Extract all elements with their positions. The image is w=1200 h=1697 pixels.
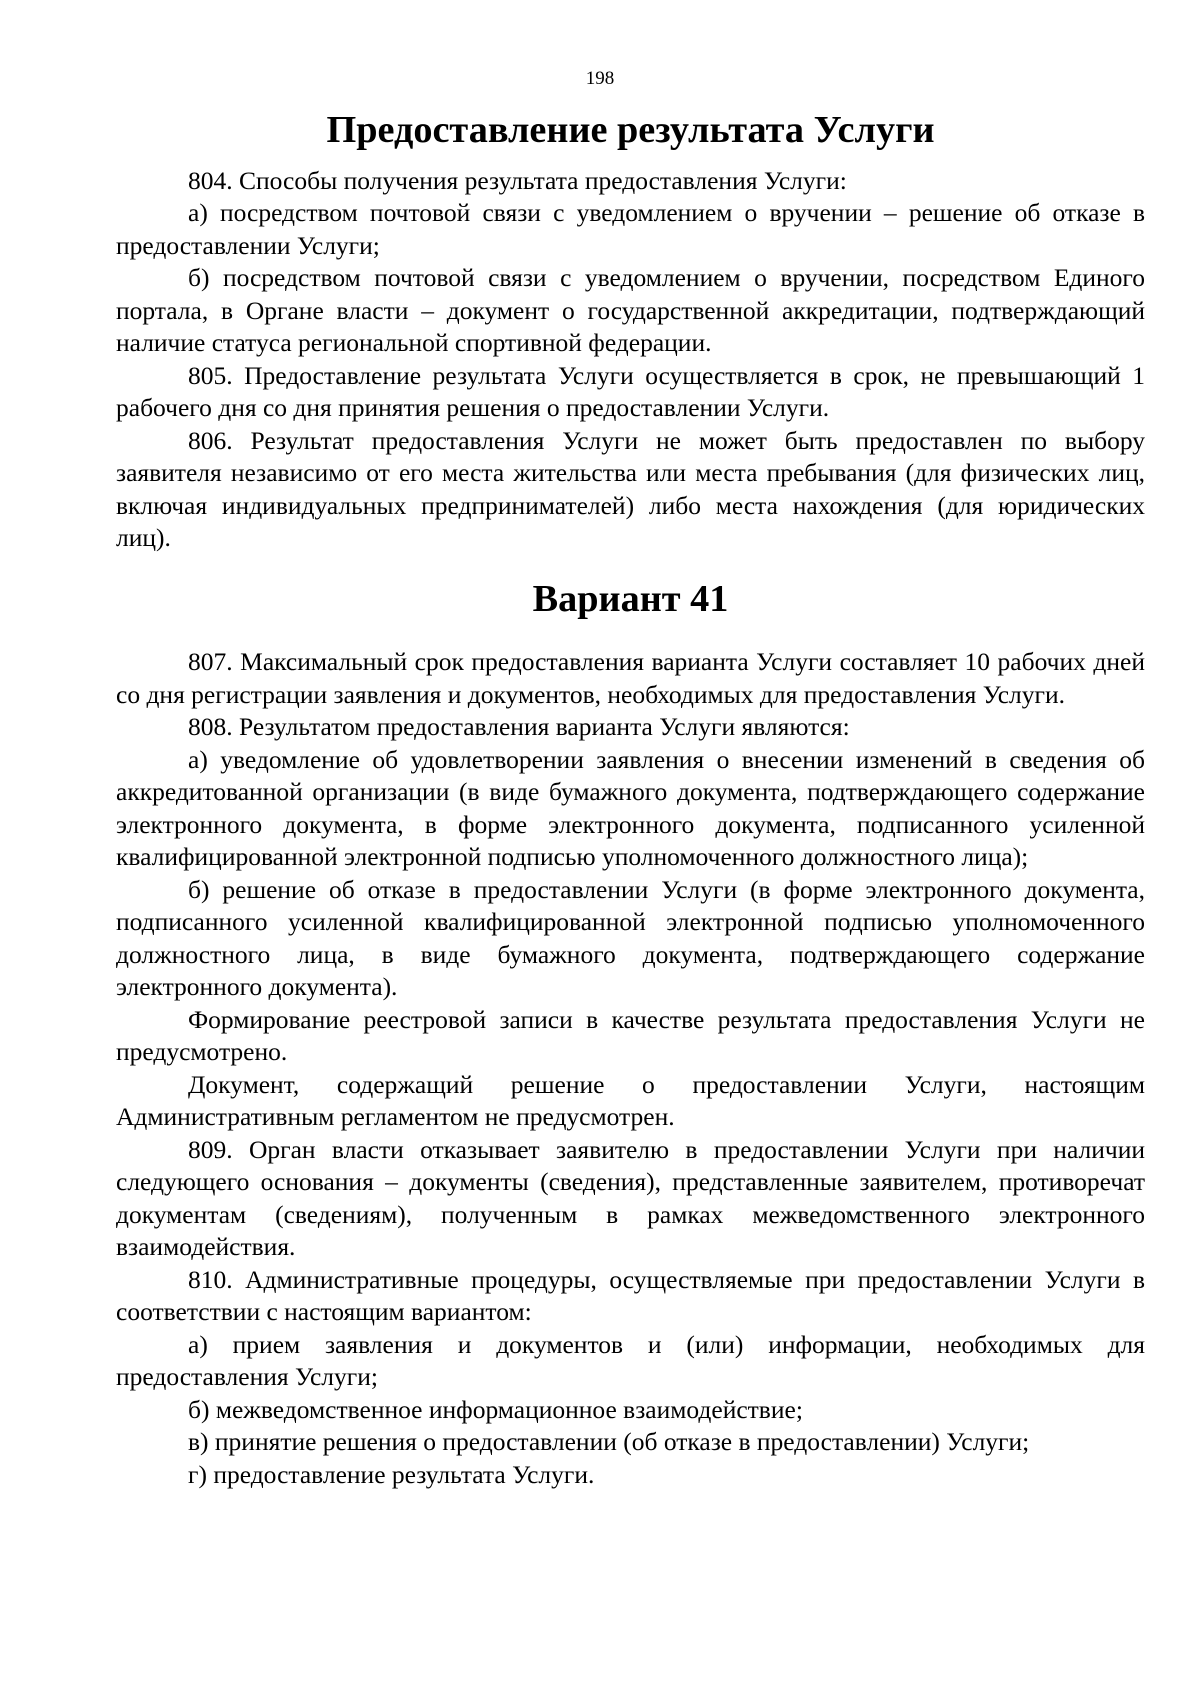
paragraph-808-a: а) уведомление об удовлетворении заявления о внесении изменений в сведения об аккредитованной организации (в виде бумажного документа, подтверждающего содержание электронного документа, в форме электронного документа, подписанного усиленной квалифицированной электронной подписью уполномоченного должностного лица); (116, 744, 1145, 871)
paragraph-806: 806. Результат предоставления Услуги не может быть предоставлен по выбору заявителя независимо от его места жительства или места пребывания (для физических лиц, включая индивидуальных предпринимателей) либо места нахождения (для юридических лиц). (116, 425, 1145, 552)
paragraph-804-a: а) посредством почтовой связи с уведомлением о вручении – решение об отказе в предоставлении Услуги; (116, 198, 1145, 260)
paragraph-registry-note: Формирование реестровой записи в качестве результата предоставления Услуги не предусмотрено. (116, 1004, 1145, 1066)
paragraph-810-g: г) предоставление результата Услуги. (188, 1459, 595, 1489)
document-body (116, 109, 1145, 1491)
paragraph-807: 807. Максимальный срок предоставления варианта Услуги составляет 10 рабочих дней со дня регистрации заявления и документов, необходимых для предоставления Услуги. (116, 647, 1145, 709)
paragraph-810-b: б) межведомственное информационное взаимодействие; (188, 1394, 803, 1424)
page-number: 198 (585, 68, 615, 89)
section-heading-result: Предоставление результата Услуги (326, 109, 935, 151)
paragraph-808: 808. Результатом предоставления варианта Услуги являются: (188, 712, 850, 741)
paragraph-804: 804. Способы получения результата предоставления Услуги: (188, 165, 847, 195)
paragraph-804-b: б) посредством почтовой связи с уведомлением о вручении, посредством Единого портала, в Органе власти – документ о государственной аккредитации, подтверждающий наличие статуса региональной спортивной федерации. (116, 263, 1145, 357)
paragraph-810-a: а) прием заявления и документов и (или) информации, необходимых для предоставления Услуги; (116, 1329, 1145, 1391)
paragraph-810-v: в) принятие решения о предоставлении (об отказе в предоставлении) Услуги; (188, 1427, 1030, 1456)
paragraph-808-b: б) решение об отказе в предоставлении Услуги (в форме электронного документа, подписанного усиленной квалифицированной электронной подписью уполномоченного должностного лица, в виде бумажного документа, подтверждающего содержание электронного документа). (116, 874, 1145, 1001)
paragraph-810: 810. Административные процедуры, осуществляемые при предоставлении Услуги в соответствии с настоящим вариантом: (116, 1264, 1145, 1326)
paragraph-805: 805. Предоставление результата Услуги осуществляется в срок, не превышающий 1 рабочего дня со дня принятия решения о предоставлении Услуги. (116, 360, 1145, 422)
paragraph-document-note: Документ, содержащий решение о предоставлении Услуги, настоящим Административным регламентом не предусмотрен. (116, 1069, 1145, 1131)
section-heading-variant-41: Вариант 41 (532, 577, 729, 620)
paragraph-809: 809. Орган власти отказывает заявителю в предоставлении Услуги при наличии следующего основания – документы (сведения), представленные заявителем, противоречат документам (сведениям), полученным в рамках межведомственного электронного взаимодействия. (116, 1134, 1145, 1261)
